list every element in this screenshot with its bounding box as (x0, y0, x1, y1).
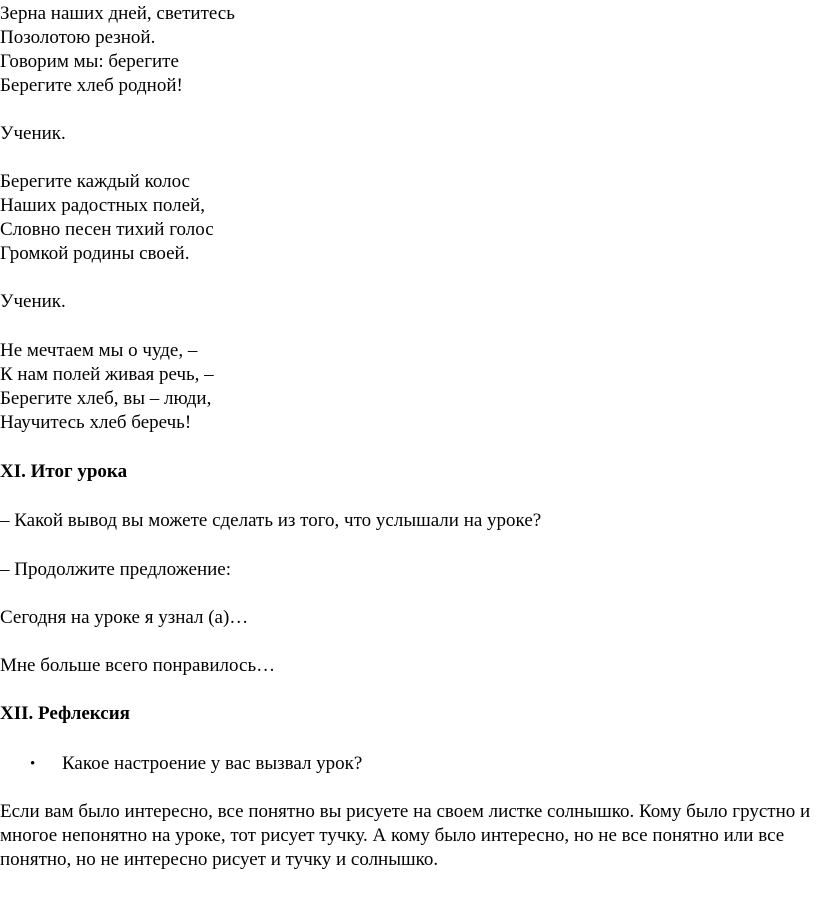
poem-line: Берегите каждый колос (0, 171, 190, 192)
poem-line: Берегите хлеб родной! (0, 75, 183, 96)
poem-line: Словно песен тихий голос (0, 219, 214, 240)
paragraph-text: Если вам было интересно, все понятно вы рисуете на своем листке солнышко. Кому было грустно и многое непонятно на уроке, тот рисует тучку. А кому было интересно, но не все понятно или все понятно, но не интересно рисует и тучку и солнышко. (0, 801, 811, 870)
poem-line: Не мечтаем мы о чуде, – (0, 340, 198, 361)
poem-line: Берегите хлеб, вы – люди, (0, 388, 212, 409)
summary-sentence-1 (0, 606, 816, 630)
section-heading: XII. Рефлексия (0, 703, 130, 724)
poem-line: Зерна наших дней, светитесь (0, 3, 235, 24)
summary-prompt (0, 558, 816, 582)
poem-line: Наших радостных полей, (0, 195, 205, 216)
speaker-label (0, 122, 816, 146)
speaker-text: Ученик. (0, 123, 66, 144)
poem-line: К нам полей живая речь, – (0, 364, 214, 385)
speaker-text: Ученик. (0, 291, 66, 312)
bullet-list-item (0, 752, 816, 776)
poem-line: Громкой родины своей. (0, 243, 190, 264)
question-text: – Какой вывод вы можете сделать из того, что услышали на уроке? (0, 510, 542, 531)
speaker-label (0, 290, 816, 314)
poem-stanza-3 (0, 339, 816, 435)
section-heading-summary (0, 460, 816, 484)
poem-stanza-2 (0, 170, 816, 266)
poem-stanza-1 (0, 2, 816, 98)
prompt-text: – Продолжите предложение: (0, 559, 231, 580)
bullet-text: Какое настроение у вас вызвал урок? (62, 753, 363, 774)
poem-line: Позолотою резной. (0, 27, 156, 48)
reflection-paragraph (0, 800, 816, 872)
summary-question (0, 509, 816, 533)
section-heading: XI. Итог урока (0, 461, 128, 482)
summary-sentence-2 (0, 654, 816, 678)
sentence-text: Мне больше всего понравилось… (0, 655, 276, 676)
poem-line: Говорим мы: берегите (0, 51, 179, 72)
section-heading-reflection (0, 702, 816, 726)
poem-line: Научитесь хлеб беречь! (0, 412, 192, 433)
sentence-text: Сегодня на уроке я узнал (а)… (0, 607, 249, 628)
bullet-icon: • (30, 756, 36, 772)
